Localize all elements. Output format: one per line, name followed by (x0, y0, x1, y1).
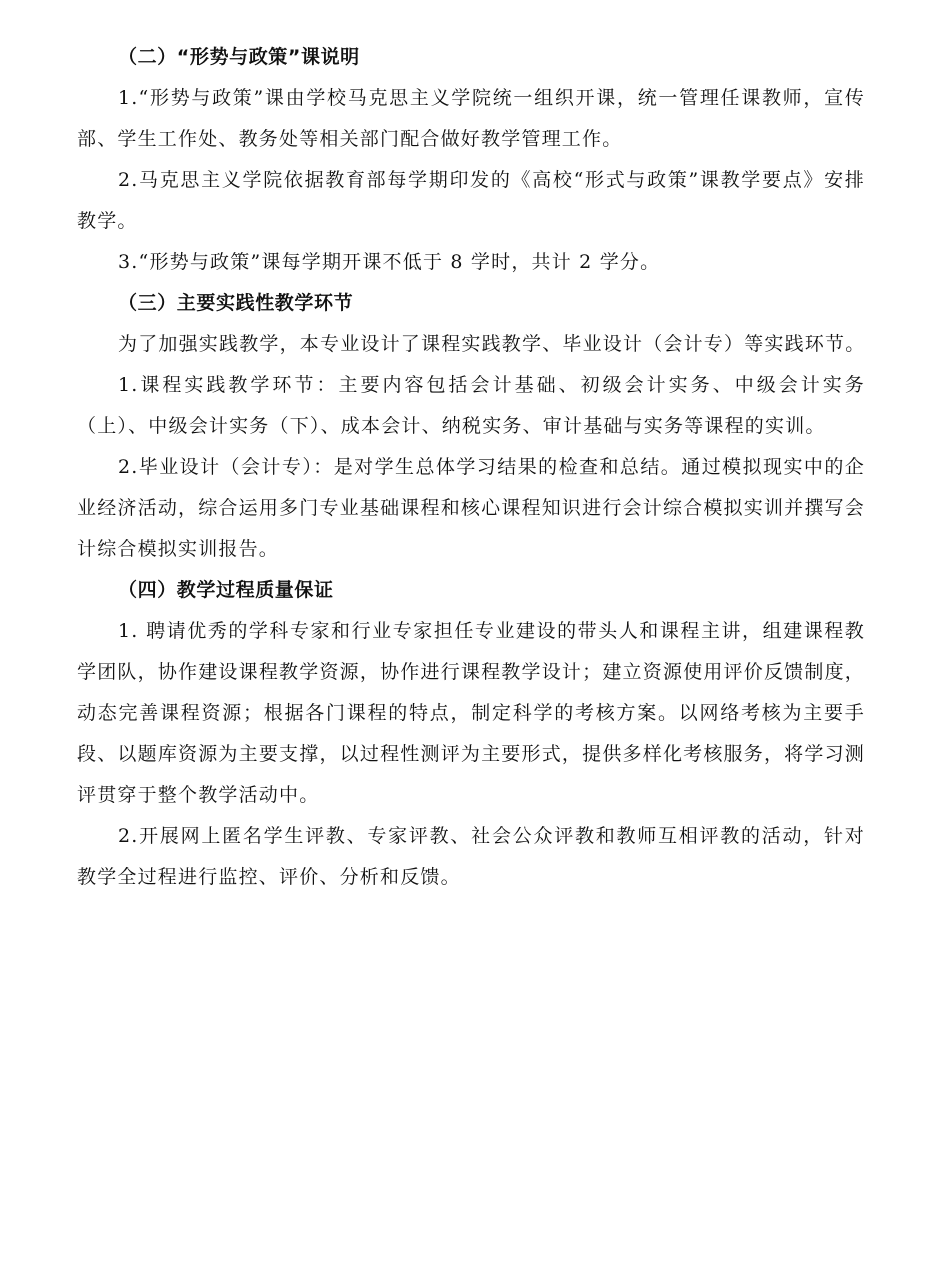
section-heading-quality-assurance: （四）教学过程质量保证 (118, 579, 334, 601)
paragraph-quality-1: 1. 聘请优秀的学科专家和行业专家担任专业建设的带头人和课程主讲，组建课程教学团队，协作建设课程教学资源，协作进行课程教学设计；建立资源使用评价反馈制度，动态完善课程资源；根据各门课程的特点，制定科学的考核方案。以网络考核为主要手段、以题库资源为主要支撑，以过程性测评为主要形式，提供多样化考核服务，将学习测评贯穿于整个教学活动中。 (77, 620, 865, 806)
section-heading-situation-policy: （二）“形势与政策”课说明 (118, 46, 360, 68)
document-body (77, 37, 865, 898)
paragraph-quality-2: 2.开展网上匿名学生评教、专家评教、社会公众评教和教师互相评教的活动，针对教学全过程进行监控、评价、分析和反馈。 (77, 825, 865, 888)
paragraph-practice-intro: 为了加强实践教学，本专业设计了课程实践教学、毕业设计（会计专）等实践环节。 (118, 333, 866, 355)
paragraph-practice-2: 2.毕业设计（会计专）：是对学生总体学习结果的检查和总结。通过模拟现实中的企业经济活动，综合运用多门专业基础课程和核心课程知识进行会计综合模拟实训并撰写会计综合模拟实训报告。 (77, 456, 865, 560)
paragraph-practice-1: 1.课程实践教学环节：主要内容包括会计基础、初级会计实务、中级会计实务（上）、中级会计实务（下）、成本会计、纳税实务、审计基础与实务等课程的实训。 (77, 374, 865, 437)
paragraph-situation-policy-3: 3.“形势与政策”课每学期开课不低于 8 学时，共计 2 学分。 (118, 251, 661, 273)
paragraph-situation-policy-1: 1.“形势与政策”课由学校马克思主义学院统一组织开课，统一管理任课教师，宣传部、学生工作处、教务处等相关部门配合做好教学管理工作。 (77, 87, 865, 150)
paragraph-situation-policy-2: 2.马克思主义学院依据教育部每学期印发的《高校“形式与政策”课教学要点》安排教学。 (77, 169, 865, 232)
section-heading-practice: （三）主要实践性教学环节 (118, 292, 354, 314)
